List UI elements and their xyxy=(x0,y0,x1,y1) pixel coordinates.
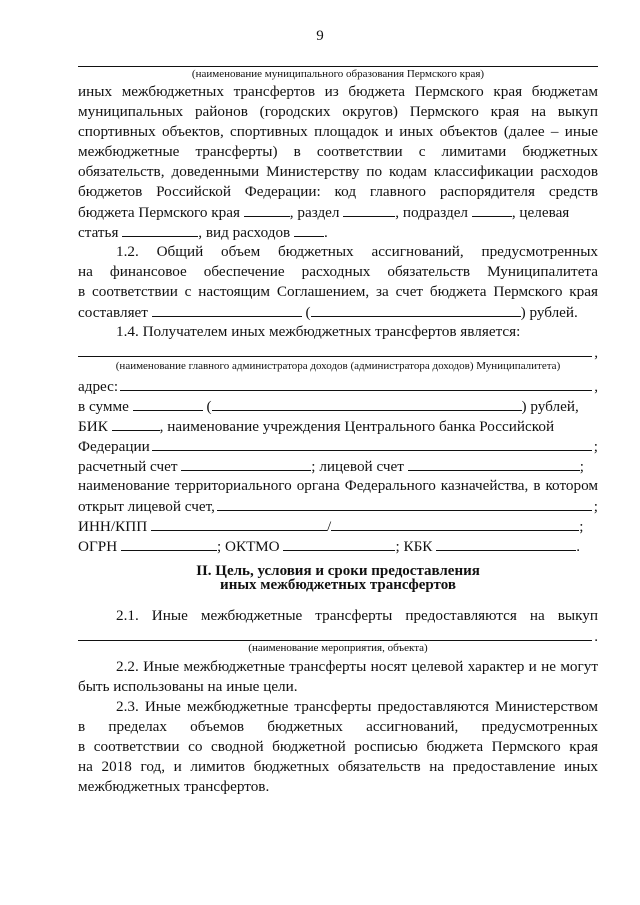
open-paren: ( xyxy=(206,398,212,415)
period: . xyxy=(324,224,328,241)
sum-label: в сумме xyxy=(78,398,129,415)
p1-line-1: иных межбюджетных трансфертов из бюджета Пермского края бюджетам xyxy=(78,83,598,100)
sum-words-blank[interactable] xyxy=(212,396,522,411)
p23-line-5: межбюджетных трансфертов. xyxy=(78,778,270,795)
municipality-blank-line xyxy=(78,66,598,67)
p1-line-4: межбюджетные трансферты) в соответствии с лимитами бюджетных xyxy=(78,143,598,160)
p23-line-3: в соответствии со сводной бюджетной росписью бюджета Пермского края xyxy=(78,738,598,755)
section-blank[interactable] xyxy=(343,202,395,217)
inn-label: ИНН/КПП xyxy=(78,518,148,535)
sum-rubles: ) рублей, xyxy=(521,398,579,415)
address-line xyxy=(78,376,598,397)
target-label: , целевая xyxy=(511,204,570,221)
settlement-account-blank[interactable] xyxy=(181,456,311,471)
personal-account-blank[interactable] xyxy=(408,456,580,471)
kbk-label: ; КБК xyxy=(395,538,433,555)
kpp-blank[interactable] xyxy=(331,516,579,531)
semicolon: ; xyxy=(579,518,584,535)
article-blank[interactable] xyxy=(122,222,198,237)
treasury-blank[interactable] xyxy=(217,496,592,511)
federation-label: Федерации xyxy=(78,438,150,455)
opened-account-label: открыт лицевой счет, xyxy=(78,498,215,515)
recipient-caption: (наименование главного администратора доходов (администратора доходов) Муниципалитета) xyxy=(115,360,561,372)
p12-line-3: в соответствии с настоящим Соглашением, за счет бюджета Пермского края xyxy=(78,283,598,300)
bik-label: БИК xyxy=(78,418,108,435)
expense-type-label: , вид расходов xyxy=(198,224,291,241)
event-object-blank[interactable] xyxy=(78,626,592,641)
semicolon: ; xyxy=(579,458,584,475)
event-caption: (наименование мероприятия, объекта) xyxy=(248,642,428,654)
comma: , xyxy=(594,344,598,361)
section-label: , раздел xyxy=(289,204,340,221)
p23-line-4: на 2018 год, и лимитов бюджетных обязательств на предоставление иных xyxy=(78,758,598,775)
section-title-line-2: иных межбюджетных трансфертов xyxy=(220,577,456,593)
rubles-label: ) рублей. xyxy=(520,304,578,321)
p12-line-4 xyxy=(78,302,598,323)
municipality-caption: (наименование муниципального образования Пермского края) xyxy=(191,68,485,80)
amount-words-blank[interactable] xyxy=(311,302,521,317)
bik-blank[interactable] xyxy=(112,416,160,431)
p1-line-5: обязательств, доведенными Министерству по кодам классификации расходов xyxy=(78,163,598,180)
recipient-blank[interactable] xyxy=(78,342,592,357)
settlement-account-label: расчетный счет xyxy=(78,458,178,475)
budget-label: бюджета Пермского края xyxy=(78,204,240,221)
slash: / xyxy=(327,518,332,535)
p12-line-2: на финансовое обеспечение расходных обязательств Муниципалитета xyxy=(78,263,598,280)
inn-line xyxy=(78,516,598,537)
semicolon: ; xyxy=(593,498,598,515)
subsection-blank[interactable] xyxy=(472,202,512,217)
sum-blank[interactable] xyxy=(133,396,203,411)
p22-line-2: быть использованы на иные цели. xyxy=(78,678,298,695)
inn-blank[interactable] xyxy=(151,516,327,531)
expense-type-blank[interactable] xyxy=(294,222,324,237)
amount-label: составляет xyxy=(78,304,148,321)
p1-line-2: муниципальных районов (городских округов) Пермского края на выкуп xyxy=(78,103,598,120)
semicolon: ; xyxy=(593,438,598,455)
open-paren: ( xyxy=(305,304,311,321)
p1-line-7 xyxy=(78,202,598,223)
subsection-label: , подраздел xyxy=(395,204,469,221)
period: . xyxy=(576,538,581,555)
p21-line: 2.1. Иные межбюджетные трансферты предоставляются на выкуп xyxy=(116,607,598,624)
central-bank-label: , наименование учреждения Центрального банка Российской xyxy=(159,418,555,435)
comma: , xyxy=(594,378,598,395)
treasury-line: наименование территориального органа Федерального казначейства, в котором xyxy=(78,477,598,494)
p1-line-6: бюджетов Российской Федерации: код главного распорядителя средств xyxy=(78,183,598,200)
p1-line-8 xyxy=(78,222,598,243)
ogrn-label: ОГРН xyxy=(78,538,118,555)
budget-code-blank[interactable] xyxy=(244,202,290,217)
p14-line-1: 1.4. Получателем иных межбюджетных трансфертов является: xyxy=(116,323,521,340)
sum-line xyxy=(78,396,598,417)
ogrn-line xyxy=(78,536,598,557)
p12-line-1: 1.2. Общий объем бюджетных ассигнований, предусмотренных xyxy=(116,243,598,260)
federation-line xyxy=(78,436,598,457)
section-title-line-1: II. Цель, условия и сроки предоставления xyxy=(196,563,480,579)
oktmo-blank[interactable] xyxy=(283,536,395,551)
personal-account-label: ; лицевой счет xyxy=(311,458,404,475)
amount-blank[interactable] xyxy=(152,302,302,317)
article-label: статья xyxy=(78,224,119,241)
opened-account-line xyxy=(78,496,598,517)
period: . xyxy=(594,628,598,645)
ogrn-blank[interactable] xyxy=(121,536,217,551)
p23-line-1: 2.3. Иные межбюджетные трансферты предоставляются Министерством xyxy=(116,698,598,715)
p22-line-1: 2.2. Иные межбюджетные трансферты носят целевой характер и не могут xyxy=(116,658,598,675)
account-line xyxy=(78,456,598,477)
bank-name-blank[interactable] xyxy=(152,436,592,451)
kbk-blank[interactable] xyxy=(436,536,576,551)
page-number: 9 xyxy=(316,28,324,44)
p1-line-3: спортивных объектов, спортивных площадок и иных объектов (далее – иные xyxy=(78,123,598,140)
p23-line-2: в пределах объемов бюджетных ассигнований, предусмотренных xyxy=(78,718,598,735)
oktmo-label: ; ОКТМО xyxy=(216,538,280,555)
address-blank[interactable] xyxy=(120,376,592,391)
bik-line xyxy=(78,416,598,437)
address-label: адрес: xyxy=(78,378,119,395)
